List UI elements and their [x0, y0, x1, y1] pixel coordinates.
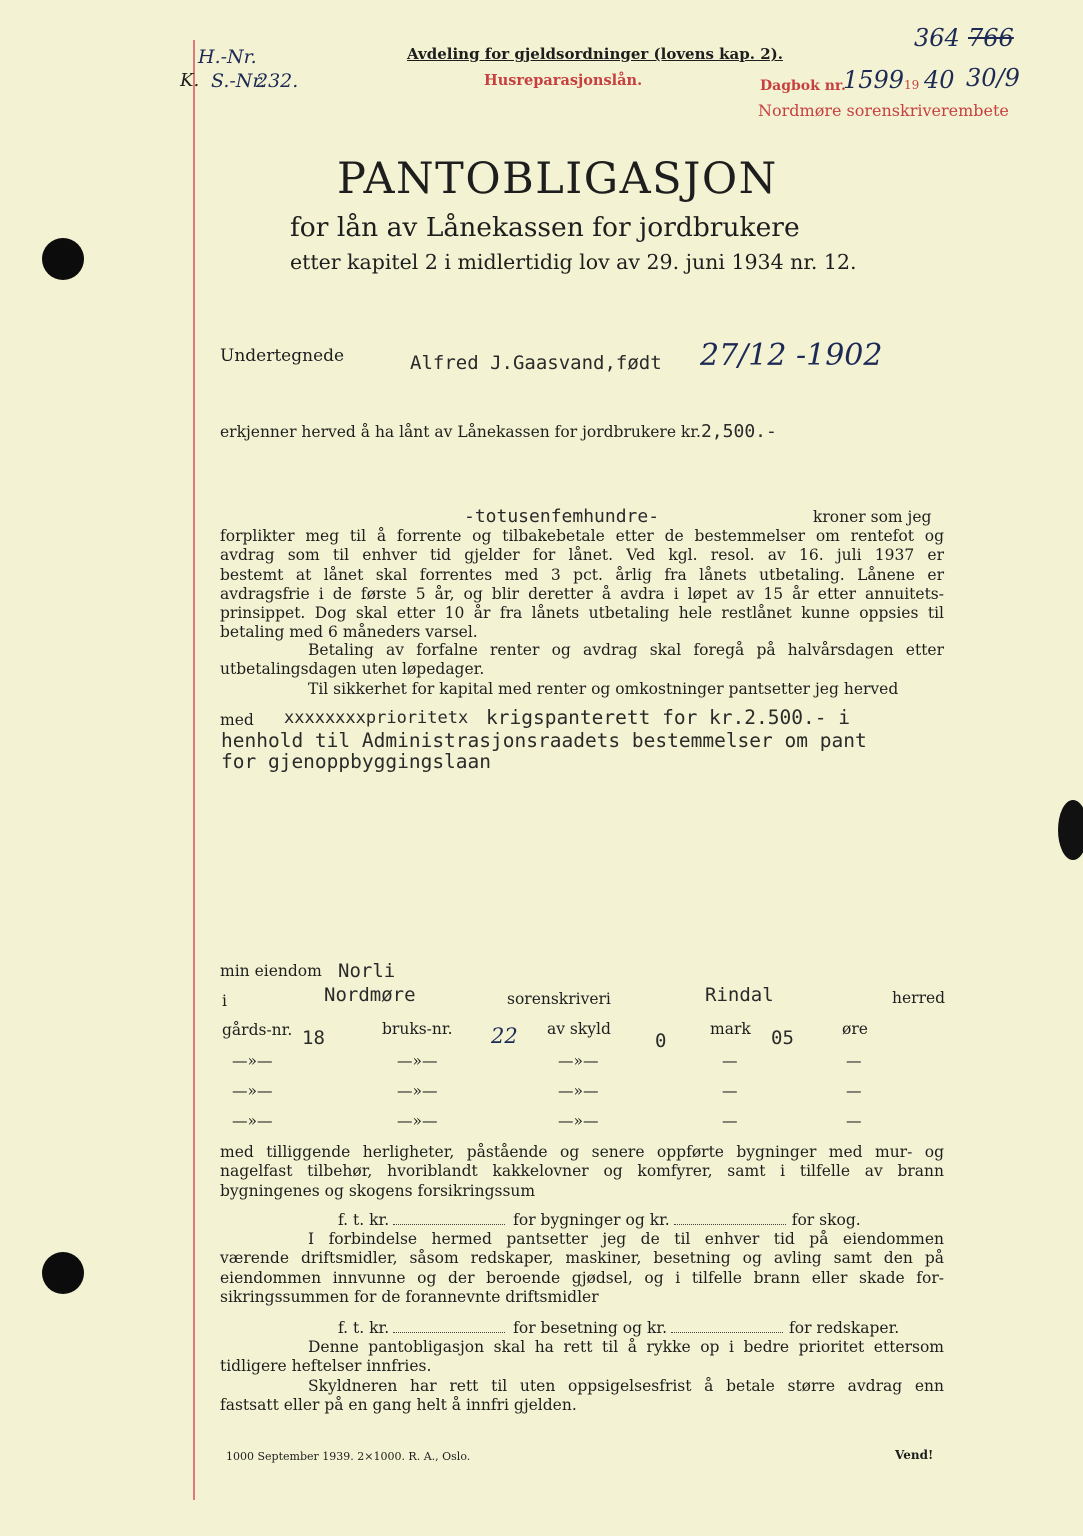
repay-line: Skyldneren har rett til uten oppsigelsesfrist å betale større avdrag enn — [308, 1377, 944, 1395]
appurtenance-paragraph — [220, 1143, 944, 1201]
ditto-mark: —»— — [232, 1052, 273, 1070]
year-prefix: 19 — [904, 78, 920, 92]
skyld-value: 0 — [655, 1030, 667, 1052]
ditto-mark: —»— — [232, 1112, 273, 1130]
amount-in-words: -totusenfemhundre- — [464, 506, 660, 527]
amount-blank — [671, 1320, 783, 1333]
priority-paragraph — [220, 1338, 944, 1377]
dagbok-value: 1599 — [843, 66, 905, 94]
district-value: Nordmøre — [324, 984, 416, 1006]
appurtenance-line: nagelfast tilbehør, hvoriblandt kakkelovner og komfyrer, samt i tilfelle av brann — [220, 1162, 944, 1181]
ditto-dash: — — [722, 1052, 738, 1070]
ditto-mark: —»— — [558, 1082, 599, 1100]
appurtenance-line: med tilliggende herligheter, påstående og senere oppførte bygninger med mur- og — [220, 1143, 944, 1161]
equipment-paragraph — [220, 1230, 944, 1307]
date-value: 30/9 — [966, 64, 1020, 92]
mark-value: 05 — [771, 1027, 794, 1049]
gards-value: 18 — [302, 1027, 325, 1049]
document-title: PANTOBLIGASJON — [337, 154, 778, 204]
debtor-birthdate: 27/12 -1902 — [700, 338, 883, 373]
ditto-dash: — — [846, 1052, 862, 1070]
security-paragraph — [220, 680, 944, 699]
ditto-dash: — — [722, 1112, 738, 1130]
binder-hole-bottom — [42, 1252, 84, 1294]
i-label: i — [222, 992, 227, 1010]
department-line: Avdeling for gjeldsordninger (lovens kap. 2). — [407, 45, 783, 63]
amount-blank — [393, 1320, 505, 1333]
ditto-dash: — — [846, 1082, 862, 1100]
appurtenance-line: bygningenes og skogens forsikringssum — [220, 1181, 536, 1200]
terms-line: betaling med 6 måneders varsel. — [220, 623, 478, 642]
document-law-reference: etter kapitel 2 i midlertidig lov av 29. juni 1934 nr. 12. — [290, 250, 857, 274]
debtor-name: Alfred J.Gaasvand,født — [410, 352, 662, 374]
pledge-typed-line: henhold til Administrasjonsraadets bestemmelser om pant — [221, 729, 867, 752]
year-value: 40 — [924, 66, 955, 94]
pledge-typed-line: for gjenoppbyggingslaan — [221, 750, 492, 773]
terms-line: avdrag som til enhver tid gjelder for lånet. Ved kgl. resol. av 16. juli 1937 er — [220, 546, 944, 565]
gards-label: gårds-nr. — [222, 1021, 293, 1039]
ditto-dash: — — [722, 1082, 738, 1100]
turn-over-note: Vend! — [895, 1448, 934, 1462]
ore-label: øre — [842, 1020, 868, 1038]
amount-blank — [393, 1212, 505, 1225]
ditto-mark: —»— — [558, 1112, 599, 1130]
buildings-label: for bygninger og kr. — [513, 1211, 670, 1229]
tools-label: for redskaper. — [789, 1319, 900, 1337]
hnr-label: H.-Nr. — [198, 46, 257, 68]
insurance-line-buildings — [338, 1211, 861, 1229]
sorenskriveri-label: sorenskriveri — [507, 990, 611, 1008]
herred-value: Rindal — [705, 984, 774, 1006]
livestock-label: for besetning og kr. — [513, 1319, 667, 1337]
payment-line: utbetalingsdagen uten løpedager. — [220, 660, 485, 679]
ditto-mark: —»— — [397, 1052, 438, 1070]
equipment-line: I forbindelse hermed pantsetter jeg de til enhver tid på eiendommen — [308, 1230, 944, 1248]
dagbok-label: Dagbok nr. — [760, 78, 846, 94]
repayment-paragraph — [220, 1377, 944, 1416]
document-subtitle: for lån av Lånekassen for jordbrukere — [290, 212, 800, 243]
snr-value: 232. — [256, 70, 299, 92]
pledge-typed-line: krigspanterett for kr.2.500.- i — [486, 706, 850, 729]
amount-blank — [674, 1212, 786, 1225]
corner-number-struck: 766 — [968, 24, 1014, 52]
bruks-value: 22 — [491, 1024, 518, 1048]
equipment-line: sikringssummen for de forannevnte driftsmidler — [220, 1287, 599, 1306]
ditto-dash: — — [846, 1112, 862, 1130]
undertegnede-label: Undertegnede — [220, 346, 345, 366]
kroner-label: kroner som jeg — [813, 508, 932, 526]
herred-label: herred — [892, 989, 946, 1007]
payment-paragraph — [220, 641, 944, 680]
terms-line: forplikter meg til å forrente og tilbakebetale etter de bestemmelser om rentefot og — [220, 527, 944, 545]
pledge-struck-text: xxxxxxxxprioritetx — [284, 708, 469, 728]
acknowledge-text — [220, 421, 777, 442]
loan-amount: 2,500.- — [700, 421, 777, 442]
print-info: 1000 September 1939. 2×1000. R. A., Oslo. — [226, 1450, 471, 1463]
ditto-mark: —»— — [397, 1112, 438, 1130]
forest-label: for skog. — [791, 1211, 861, 1229]
corner-number: 364 — [914, 24, 960, 52]
red-margin-line — [193, 40, 195, 1500]
binder-hole-top — [42, 238, 84, 280]
equipment-line: eiendommen innvunne og der beroende gjødsel, og i tilfelle brann eller skade for- — [220, 1268, 944, 1287]
priority-line: tidligere heftelser innfries. — [220, 1357, 432, 1376]
pledge-label: med — [220, 711, 254, 729]
ftkr-label: f. t. kr. — [338, 1211, 390, 1229]
eiendom-label: min eiendom — [220, 962, 322, 980]
loan-type: Husreparasjonslån. — [484, 72, 643, 89]
bruks-label: bruks-nr. — [382, 1020, 453, 1038]
terms-line: prinsippet. Dog skal etter 10 år fra lånets utbetaling hele restlånet kunne oppsies til — [220, 604, 944, 623]
priority-line: Denne pantobligasjon skal ha rett til å rykke op i bedre prioritet ettersom — [308, 1338, 944, 1356]
ditto-mark: —»— — [232, 1082, 273, 1100]
repay-line: fastsatt eller på en gang helt å innfri gjelden. — [220, 1396, 577, 1415]
ftkr-label: f. t. kr. — [338, 1319, 390, 1337]
terms-line: bestemt at lånet skal forrentes med 3 pct. årlig fra lånets utbetaling. Lånene er — [220, 565, 944, 584]
mark-label: mark — [710, 1020, 751, 1038]
skyld-label: av skyld — [547, 1020, 611, 1038]
right-edge-mark — [1058, 800, 1083, 860]
payment-line: Betaling av forfalne renter og avdrag skal foregå på halvårsdagen etter — [308, 641, 944, 659]
acknowledge-sentence: erkjenner herved å ha lånt av Lånekassen for jordbrukere kr. — [220, 423, 701, 441]
eiendom-value: Norli — [338, 960, 396, 982]
insurance-line-equipment — [338, 1319, 899, 1337]
terms-paragraph — [220, 527, 944, 643]
equipment-line: værende driftsmidler, såsom redskaper, maskiner, besetning og avling samt den på — [220, 1249, 944, 1268]
ditto-mark: —»— — [558, 1052, 599, 1070]
snr-label: S.-Nr. — [211, 70, 266, 92]
snr-prefix: K. — [180, 70, 200, 91]
ditto-mark: —»— — [397, 1082, 438, 1100]
terms-line: avdragsfrie i de første 5 år, og blir deretter å avdra i løpet av 15 år etter annuitets- — [220, 584, 944, 603]
security-line: Til sikkerhet for kapital med renter og omkostninger pantsetter jeg herved — [308, 680, 899, 698]
court-stamp: Nordmøre sorenskriverembete — [758, 101, 1009, 120]
